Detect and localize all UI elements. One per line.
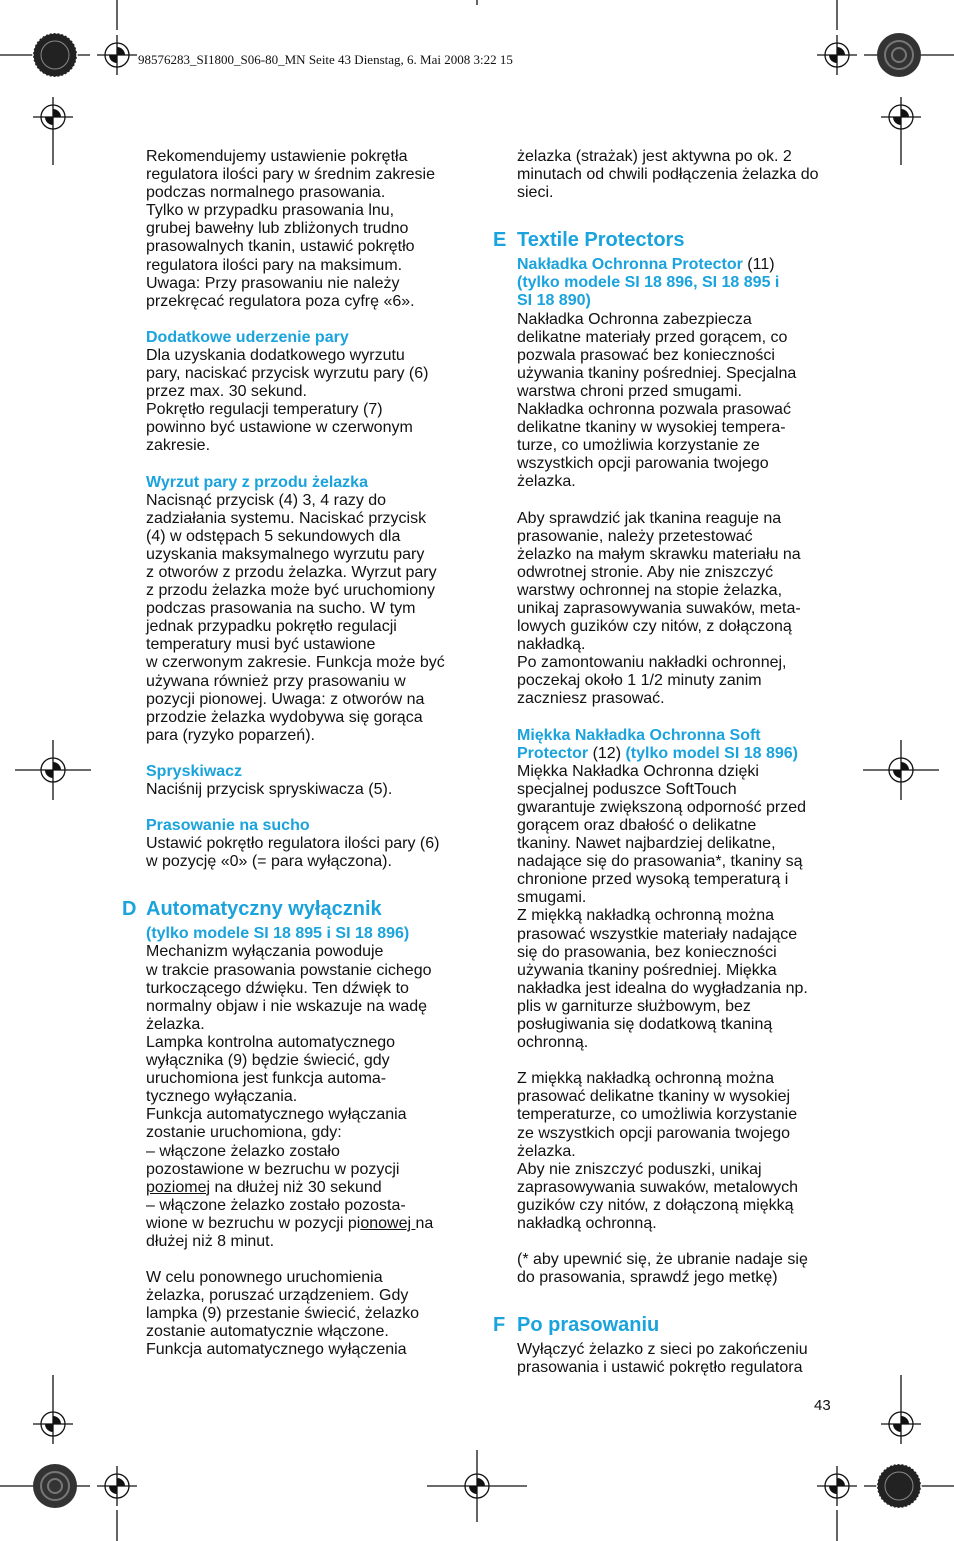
page-number: 43 bbox=[814, 1397, 831, 1414]
paragraph-soft-protector-2: Z miękką nakładką ochronną można prasować delikatne tkaniny w wysokiej temperaturze, co umożliwia korzystanie ze wszystkich opcji parowania twojego żelazka. Aby nie zniszczyć poduszki, unikaj zaprasowywania suwaków, metalowych guzików czy nitów, z dołączoną miękką nakładką ochronną. bbox=[517, 1070, 799, 1232]
intro-paragraph: Rekomendujemy ustawienie pokrętła regulatora ilości pary w średnim zakresie podczas normalnego prasowania. Tylko w przypadku prasowania lnu, grubej bawełny lub zbliżonych trudno prasowalnych tkanin, ustawić pokrętło regulatora ilości pary na maksimum. Uwaga: Przy prasowaniu nie należy przekręcać regulatora poza cyfrę «6». bbox=[146, 148, 435, 310]
subheading-front-steam: Wyrzut pary z przodu żelazka bbox=[146, 473, 368, 491]
left-column bbox=[122, 148, 466, 1360]
list-item: – włączone żelazko zostało pozostawione w bezruchu w pozycji poziomej na dłużej niż 30 sekund bbox=[146, 1142, 400, 1196]
section-title-e: Textile Protectors bbox=[517, 229, 685, 252]
models-note-protector: (tylko modele SI 18 896, SI 18 895 i SI 18 890) bbox=[517, 274, 780, 310]
footnote: (* aby upewnić się, że ubranie nadaje się do prasowania, sprawdź jego metkę) bbox=[517, 1251, 808, 1287]
paragraph-dry-ironing: Ustawić pokrętło regulatora ilości pary (6) w pozycję «0» (= para wyłączona). bbox=[146, 835, 440, 871]
subheading-spray: Spryskiwacz bbox=[146, 762, 243, 780]
subheading-dry-ironing: Prasowanie na sucho bbox=[146, 817, 310, 835]
section-heading-d bbox=[122, 897, 466, 923]
paragraph-protector: Nakładka Ochronna zabezpiecza delikatne materiały przed gorącem, co pozwala prasować bez konieczności używania tkaniny pośredniej. Specjalna warstwa chroni przed smugami. Nakładka ochronna pozwala prasować delikatne tkaniny w wysokiej tempera- turze, co umożliwia korzystanie ze wszystkich opcji parowania twojego żelazka. bbox=[517, 310, 797, 491]
section-letter-d: D bbox=[122, 898, 137, 921]
section-letter-f: F bbox=[493, 1314, 506, 1337]
paragraph-soft-protector: Miękka Nakładka Ochronna dzięki specjalnej poduszce SoftTouch gwarantuje zwiększoną odporność przed gorącem oraz dbałość o delikatne tkaniny. Nawet najbardziej delikatne, nadające się do prasowania*, tkaniny są chronione przed wysoką temperaturą i smugami. Z miękką nakładką ochronną można prasować wszystkie materiały nadające się do prasowania, bez konieczności używania tkaniny pośredniej. Miękka nakładka jest idealna do wygładzania np. plis w garniturze służbowym, bez posługiwania się dodatkową tkaniną ochronną. bbox=[517, 762, 808, 1052]
section-title-d: Automatyczny wyłącznik bbox=[146, 898, 382, 921]
paragraph-spray: Naciśnij przycisk spryskiwacza (5). bbox=[146, 781, 393, 798]
print-slug-header: 98576283_SI1800_S06-80_MN Seite 43 Dienstag, 6. Mai 2008 3:22 15 bbox=[138, 52, 513, 67]
models-note-d: (tylko modele SI 18 895 i SI 18 896) bbox=[146, 925, 410, 943]
right-column bbox=[493, 148, 835, 1377]
paragraph-restart: W celu ponownego uruchomienia żelazka, poruszać urządzeniem. Gdy lampka (9) przestanie świecić, żelazko zostanie automatycznie włączone. Funkcja automatycznego wyłączenia bbox=[146, 1269, 419, 1359]
paragraph-front-steam: Nacisnąć przycisk (4) 3, 4 razy do zadziałania systemu. Naciskać przycisk (4) w odstępach 5 sekundowych dla uzyskania maksymalnego wyrzutu pary z otworów z przodu żelazka. Wyrzut pary z przodu żelazka może być uruchomiony podczas prasowania na sucho. W tym jednak przypadku pokrętło regulacji temperatury musi być ustawione w czerwonym zakresie. Funkcja może być używana również przy prasowaniu w pozycji pionowej. Uwaga: z otworów na przodzie żelazka wydobywa się gorąca para (ryzyko poparzeń). bbox=[146, 491, 445, 744]
section-heading-f bbox=[493, 1313, 835, 1339]
subheading-soft-protector: Miękka Nakładka Ochronna Soft Protector (12) (tylko model SI 18 896) bbox=[517, 726, 798, 762]
paragraph-after-ironing: Wyłączyć żelazko z sieci po zakończeniu prasowania i ustawić pokrętło regulatora bbox=[517, 1341, 808, 1377]
subheading-protector: Nakładka Ochronna Protector (11) bbox=[517, 256, 775, 274]
paragraph-protector-test: Aby sprawdzić jak tkanina reaguje na prasowanie, należy przetestować żelazko na małym skrawku materiału na odwrotnej stronie. Aby nie zniszczyć warstwy ochronnej na stopie żelazka, unikaj zaprasowywania suwaków, meta- lowych guzików czy nitów, z dołączoną nakładką. Po zamontowaniu nakładki ochronnej, poczekaj około 1 1/2 minuty zanim zaczniesz prasować. bbox=[517, 509, 801, 708]
section-title-f: Po prasowaniu bbox=[517, 1314, 660, 1337]
list-item: – włączone żelazko zostało pozosta- wione w bezruchu w pozycji pionowej na dłużej niż 8 minut. bbox=[146, 1196, 434, 1250]
subheading-extra-steam: Dodatkowe uderzenie pary bbox=[146, 328, 349, 346]
paragraph-auto-off: Mechanizm wyłączania powoduje w trakcie prasowania powstanie cichego turkoczącego dźwięku. Ten dźwięk to normalny objaw i nie wskazuje na wadę żelazka. Lampka kontrolna automatycznego wyłącznika (9) będzie świecić, gdy uruchomiona jest funkcja automa- tycznego wyłączania. Funkcja automatycznego wyłączania zostanie uruchomiona, gdy: bbox=[146, 943, 432, 1142]
paragraph-continued: żelazka (strażak) jest aktywna po ok. 2 minutach od chwili podłączenia żelazka do sieci. bbox=[517, 148, 819, 202]
section-heading-e bbox=[493, 228, 835, 254]
section-letter-e: E bbox=[493, 229, 507, 252]
paragraph-extra-steam: Dla uzyskania dodatkowego wyrzutu pary, naciskać przycisk wyrzutu pary (6) przez max. 30 sekund. Pokrętło regulacji temperatury (7) powinno być ustawione w czerwonym zakresie. bbox=[146, 346, 429, 455]
